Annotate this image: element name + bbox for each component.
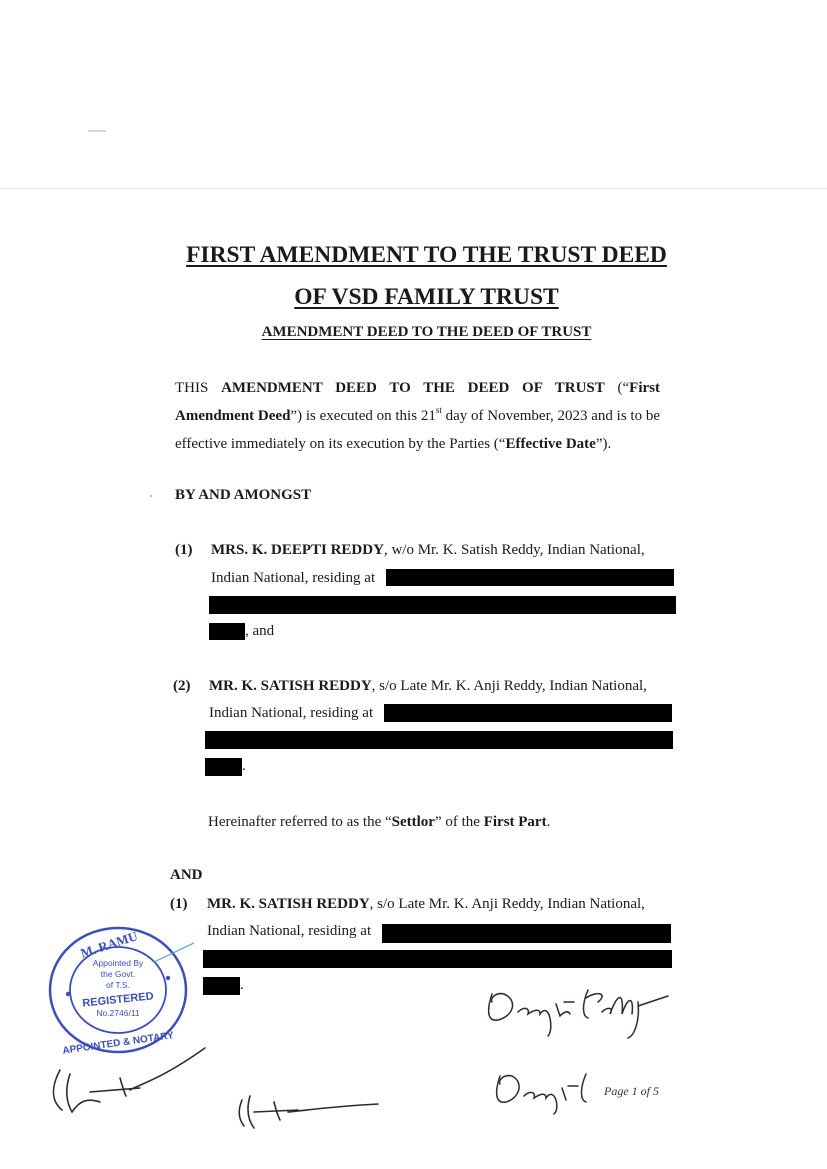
party3-number: (1) <box>170 896 188 912</box>
title-line-2: OF VSD FAMILY TRUST <box>294 284 559 310</box>
intro-effective-date: Effective Date <box>505 436 596 452</box>
party3-desc: , s/o Late Mr. K. Anji Reddy, Indian National, <box>369 896 645 912</box>
party3-name: MR. K. SATISH REDDY <box>207 896 370 912</box>
party3-address-redaction-1 <box>382 924 671 943</box>
party3-line2: Indian National, residing at <box>207 923 372 939</box>
signature-strokes <box>40 1040 210 1120</box>
stamp-bottom: APPOINTED & NOTARY <box>61 1030 175 1057</box>
party2-line1 <box>209 678 647 695</box>
stray-dot <box>150 495 152 497</box>
party3-line1 <box>207 896 645 913</box>
and-heading: AND <box>170 867 203 883</box>
party1-address-redaction-1 <box>386 569 674 586</box>
party3-address-redaction-3 <box>203 977 240 995</box>
party2-address-redaction-2 <box>205 731 673 749</box>
intro-paragraph <box>175 374 660 458</box>
hereinafter-pre: Hereinafter referred to as the “ <box>208 814 392 830</box>
party1-address-redaction-3 <box>209 623 245 640</box>
party1-line2: Indian National, residing at <box>211 570 376 586</box>
party2-tail: . <box>242 758 246 774</box>
settlor-term: Settlor <box>391 814 435 830</box>
signature-satish-center <box>228 1082 388 1132</box>
hereinafter-line <box>208 814 550 831</box>
party1-address-redaction-2 <box>209 596 676 614</box>
party2-address-redaction-1 <box>384 704 672 722</box>
intro-short-name: First Amendment Deed <box>175 380 660 424</box>
party3-address-redaction-2 <box>203 950 672 968</box>
stamp-line-2: the Govt. <box>100 969 136 979</box>
intro-end: ”). <box>595 436 612 452</box>
signature-deepti-lower <box>490 1060 610 1115</box>
title-line-1: FIRST AMENDMENT TO THE TRUST DEED <box>186 242 667 268</box>
party2-address-redaction-3 <box>205 758 242 776</box>
party1-line1 <box>211 542 645 559</box>
party2-name: MR. K. SATISH REDDY <box>209 678 372 694</box>
first-part-term: First Part <box>483 814 547 830</box>
intro-deed-name: AMENDMENT DEED TO THE DEED OF TRUST <box>221 380 605 396</box>
party1-number: (1) <box>175 542 193 558</box>
intro-mid2: day of November, 2023 and is to be effective immediately on its execution by the Parties (“ <box>175 408 660 452</box>
stamp-line-3: of T.S. <box>106 980 130 990</box>
signature-strokes <box>478 972 678 1042</box>
intro-open-paren: (“ <box>604 380 630 396</box>
scan-smudge <box>88 130 106 132</box>
party1-tail: , and <box>245 623 275 639</box>
intro-this: THIS <box>175 380 222 396</box>
stamp-line-1: Appointed By <box>92 958 144 968</box>
hereinafter-mid: ” of the <box>434 814 484 830</box>
signature-strokes <box>490 1060 610 1115</box>
intro-sup: st <box>435 405 442 415</box>
party3-tail: . <box>240 977 244 993</box>
signature-satish-left <box>40 1040 210 1120</box>
fold-line <box>0 188 827 189</box>
party2-line2: Indian National, residing at <box>209 705 374 721</box>
page-number: Page 1 of 5 <box>604 1084 659 1098</box>
signature-deepti-upper <box>478 972 678 1042</box>
party2-desc: , s/o Late Mr. K. Anji Reddy, Indian National, <box>371 678 647 694</box>
signature-strokes <box>228 1082 388 1132</box>
hereinafter-end: . <box>546 814 551 830</box>
intro-mid: ”) is executed on this 21 <box>290 408 436 424</box>
stamp-number: No.2746/11 <box>96 1008 140 1018</box>
party1-desc: , w/o Mr. K. Satish Reddy, Indian National, <box>383 542 645 558</box>
subtitle: AMENDMENT DEED TO THE DEED OF TRUST <box>261 324 592 340</box>
party1-name: MRS. K. DEEPTI REDDY <box>211 542 384 558</box>
party2-number: (2) <box>173 678 191 694</box>
stamp-registered: REGISTERED <box>81 990 155 1010</box>
by-and-amongst-heading: BY AND AMONGST <box>175 487 312 503</box>
stamp-name: M. RAMU <box>78 928 140 961</box>
